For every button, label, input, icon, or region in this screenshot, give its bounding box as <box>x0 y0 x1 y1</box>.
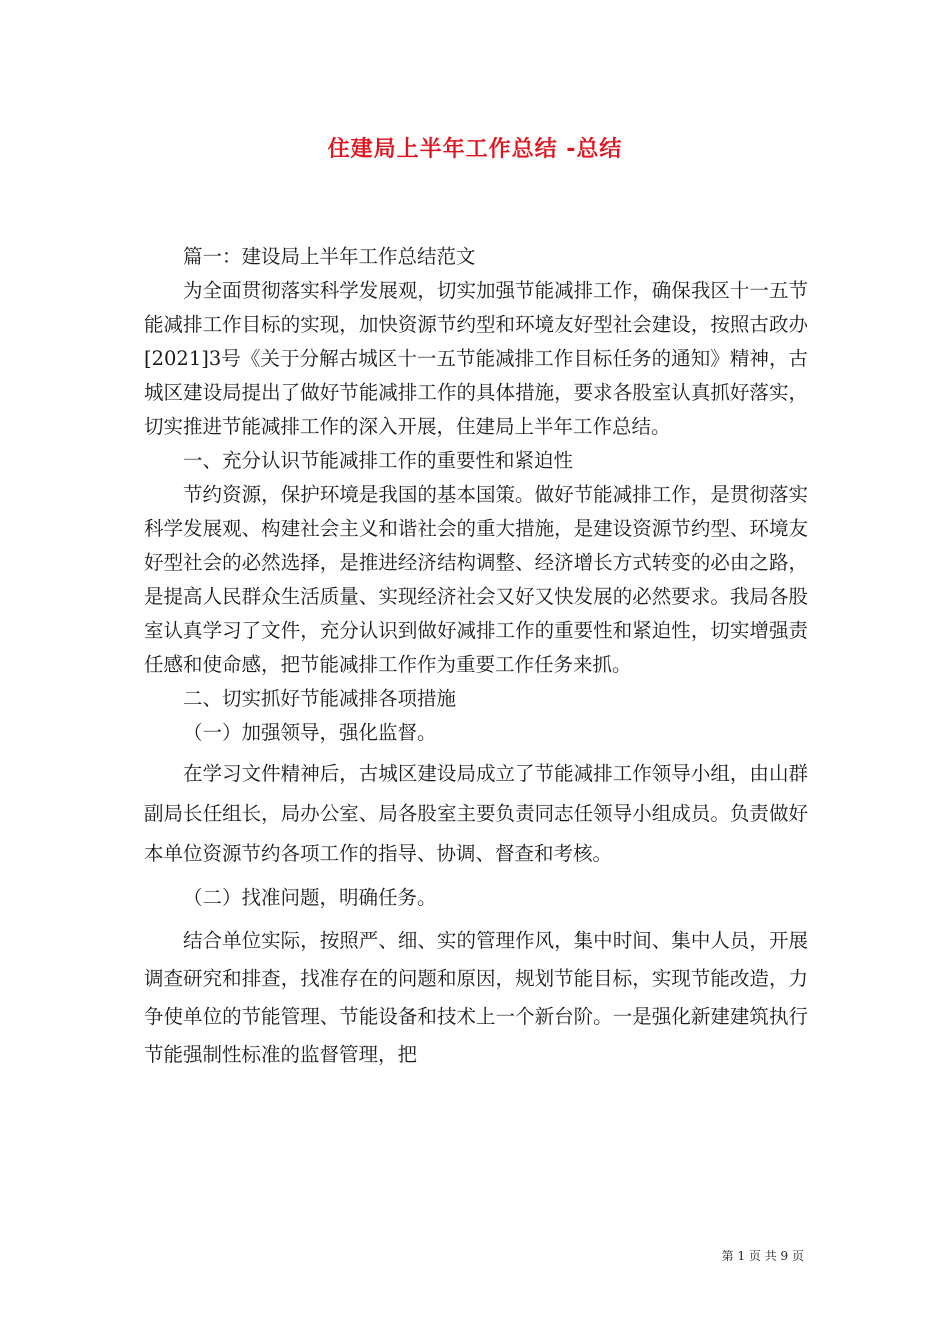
heading-section-1: 一、充分认识节能减排工作的重要性和紧迫性 <box>183 449 574 472</box>
page-number: 第 1 页 共 9 页 <box>721 1249 804 1263</box>
paragraph-subsection-1: 在学习文件精神后，古城区建设局成立了节能减排工作领导小组，由山群副局长任组长，局办公室、局各股室主要负责同志任领导小组成员。负责做好本单位资源节约各项工作的指导、协调、督查和考核。 <box>144 762 808 865</box>
heading-section-2: 二、切实抓好节能减排各项措施 <box>183 687 457 710</box>
document-body <box>144 240 808 1074</box>
document-title: 住建局上半年工作总结 -总结 <box>327 137 623 162</box>
paragraph-subsection-2: 结合单位实际，按照严、细、实的管理作风，集中时间、集中人员，开展调查研究和排查，找准存在的问题和原因，规划节能目标，实现节能改造，力争使单位的节能管理、节能设备和技术上一个新台阶。一是强化新建建筑执行节能强制性标准的监督管理，把 <box>144 929 808 1066</box>
heading-subsection-2: （二）找准问题，明确任务。 <box>183 886 437 909</box>
heading-subsection-1: （一）加强领导，强化监督。 <box>183 721 437 744</box>
paragraph-section-1: 节约资源，保护环境是我国的基本国策。做好节能减排工作，是贯彻落实科学发展观、构建社会主义和谐社会的重大措施，是建设资源节约型、环境友好型社会的必然选择，是推进经济结构调整、经济增长方式转变的必由之路，是提高人民群众生活质量、实现经济社会又好又快发展的必然要求。我局各股室认真学习了文件，充分认识到做好减排工作的重要性和紧迫性，切实增强责任感和使命感，把节能减排工作作为重要工作任务来抓。 <box>144 483 808 676</box>
paragraph-intro: 为全面贯彻落实科学发展观，切实加强节能减排工作，确保我区十一五节能减排工作目标的实现，加快资源节约型和环境友好型社会建设，按照古政办[2021]3号《关于分解古城区十一五节能减排工作目标任务的通知》精神，古城区建设局提出了做好节能减排工作的具体措施，要求各股室认真抓好落实，切实推进节能减排工作的深入开展，住建局上半年工作总结。 <box>144 279 808 438</box>
paragraph-subtitle: 篇一：建设局上半年工作总结范文 <box>183 245 476 268</box>
